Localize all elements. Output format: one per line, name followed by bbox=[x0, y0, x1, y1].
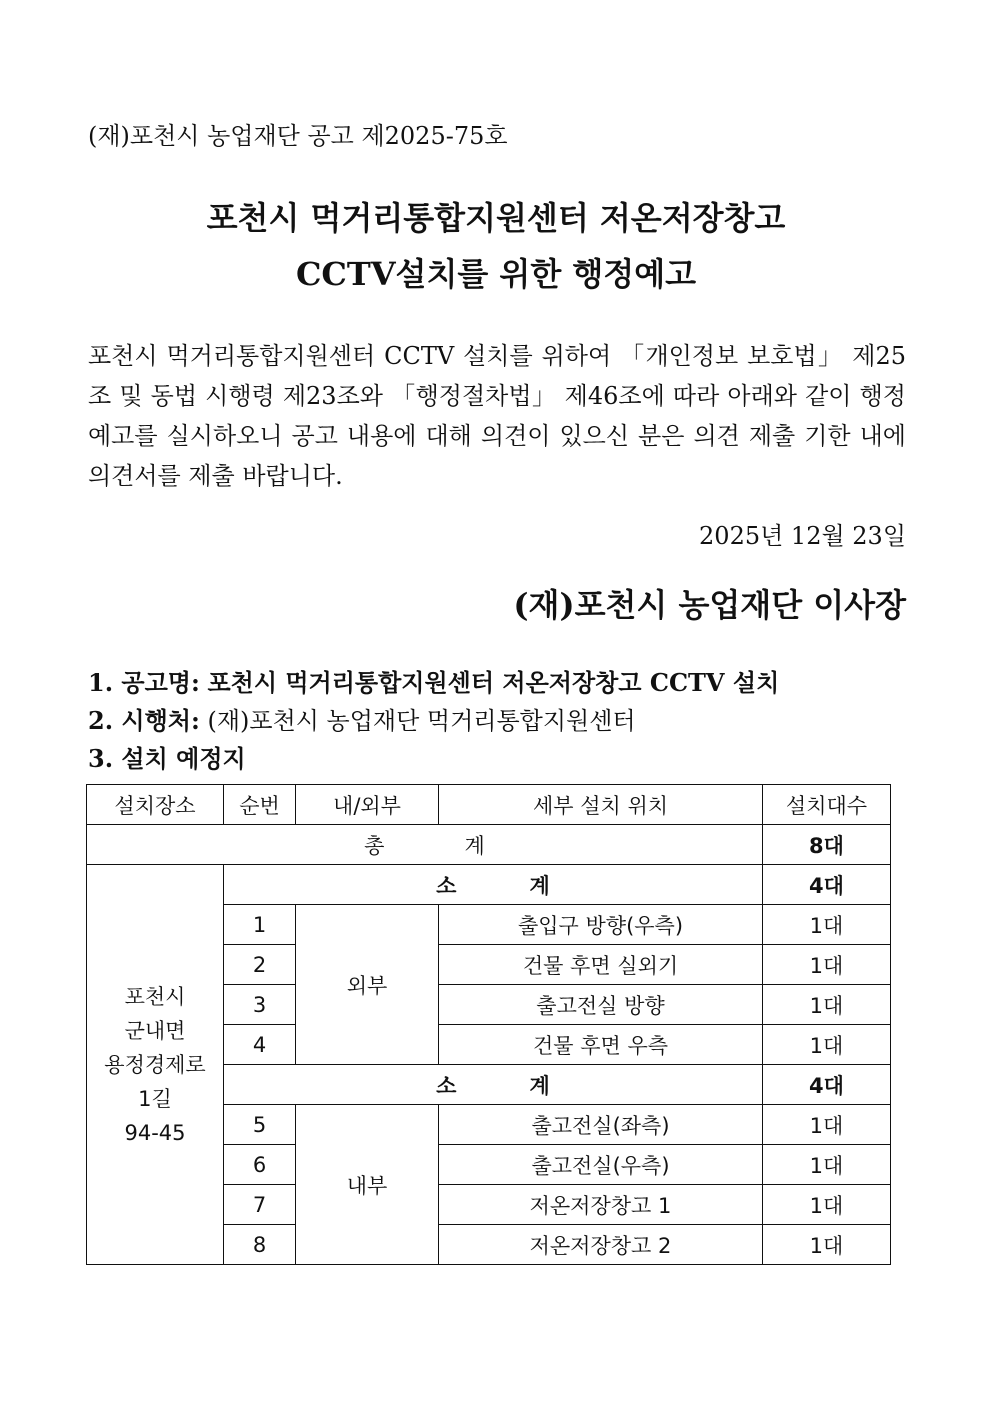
row-number: 6 bbox=[224, 1145, 296, 1185]
header-location: 세부 설치 위치 bbox=[439, 785, 763, 825]
row-count: 1대 bbox=[763, 985, 891, 1025]
notice-number: (재)포천시 농업재단 공고 제2025-75호 bbox=[88, 122, 508, 150]
signer: (재)포천시 농업재단 이사장 bbox=[513, 586, 906, 624]
row-count: 1대 bbox=[763, 905, 891, 945]
row-number: 4 bbox=[224, 1025, 296, 1065]
header-count: 설치대수 bbox=[763, 785, 891, 825]
subtotal-count: 4대 bbox=[763, 1065, 891, 1105]
item-label: 2. 시행처: bbox=[88, 706, 200, 735]
subtotal-label: 소 계 bbox=[224, 1065, 763, 1105]
row-count: 1대 bbox=[763, 1185, 891, 1225]
item-executor bbox=[88, 702, 779, 740]
row-location: 저온저장창고 2 bbox=[439, 1225, 763, 1265]
subtotal-count: 4대 bbox=[763, 865, 891, 905]
item-list bbox=[88, 664, 779, 778]
item-value: 포천시 먹거리통합지원센터 저온저장창고 CCTV 설치 bbox=[207, 668, 780, 697]
header-in-out: 내/외부 bbox=[296, 785, 439, 825]
row-number: 1 bbox=[224, 905, 296, 945]
row-count: 1대 bbox=[763, 945, 891, 985]
title-line-1: 포천시 먹거리통합지원센터 저온저장창고 bbox=[206, 199, 786, 237]
notice-date: 2025년 12월 23일 bbox=[699, 522, 906, 550]
group-type: 내부 bbox=[296, 1105, 439, 1265]
body-paragraph: 포천시 먹거리통합지원센터 CCTV 설치를 위하여 「개인정보 보호법」 제25조 및 동법 시행령 제23조와 「행정절차법」 제46조에 따라 아래와 같이 행정예고를 실시하오니 공고 내용에 대해 의견이 있으신 분은 의견 제출 기한 내에 의견서를 제출 바랍니다. bbox=[88, 342, 906, 490]
subtotal-label: 소 계 bbox=[224, 865, 763, 905]
row-count: 1대 bbox=[763, 1025, 891, 1065]
group-type: 외부 bbox=[296, 905, 439, 1065]
installation-table bbox=[86, 784, 891, 1265]
item-label: 3. 설치 예정지 bbox=[88, 744, 246, 773]
row-number: 2 bbox=[224, 945, 296, 985]
row-number: 7 bbox=[224, 1185, 296, 1225]
header-place: 설치장소 bbox=[87, 785, 224, 825]
row-location: 건물 후면 실외기 bbox=[439, 945, 763, 985]
install-place bbox=[87, 865, 224, 1265]
title-line-2: CCTV설치를 위한 행정예고 bbox=[295, 255, 697, 293]
row-number: 8 bbox=[224, 1225, 296, 1265]
item-notice-name bbox=[88, 664, 779, 702]
row-location: 저온저장창고 1 bbox=[439, 1185, 763, 1225]
subtotal-row bbox=[87, 865, 891, 905]
total-row bbox=[87, 825, 891, 865]
row-location: 출고전실(좌측) bbox=[439, 1105, 763, 1145]
item-location-heading bbox=[88, 740, 779, 778]
row-location: 출고전실(우측) bbox=[439, 1145, 763, 1185]
row-number: 5 bbox=[224, 1105, 296, 1145]
table-header-row bbox=[87, 785, 891, 825]
place-line: 군내면 bbox=[124, 1018, 186, 1043]
place-line: 1길 bbox=[138, 1086, 172, 1111]
header-number: 순번 bbox=[224, 785, 296, 825]
place-line: 용정경제로 bbox=[104, 1052, 206, 1077]
item-value: (재)포천시 농업재단 먹거리통합지원센터 bbox=[207, 707, 636, 735]
place-line: 포천시 bbox=[124, 984, 186, 1009]
total-label: 총 계 bbox=[87, 825, 763, 865]
row-location: 건물 후면 우측 bbox=[439, 1025, 763, 1065]
row-count: 1대 bbox=[763, 1225, 891, 1265]
row-location: 출입구 방향(우측) bbox=[439, 905, 763, 945]
place-line: 94-45 bbox=[124, 1120, 186, 1145]
item-label: 1. 공고명: bbox=[88, 668, 200, 697]
row-count: 1대 bbox=[763, 1105, 891, 1145]
row-number: 3 bbox=[224, 985, 296, 1025]
row-location: 출고전실 방향 bbox=[439, 985, 763, 1025]
total-count: 8대 bbox=[763, 825, 891, 865]
document-title bbox=[0, 190, 992, 302]
row-count: 1대 bbox=[763, 1145, 891, 1185]
